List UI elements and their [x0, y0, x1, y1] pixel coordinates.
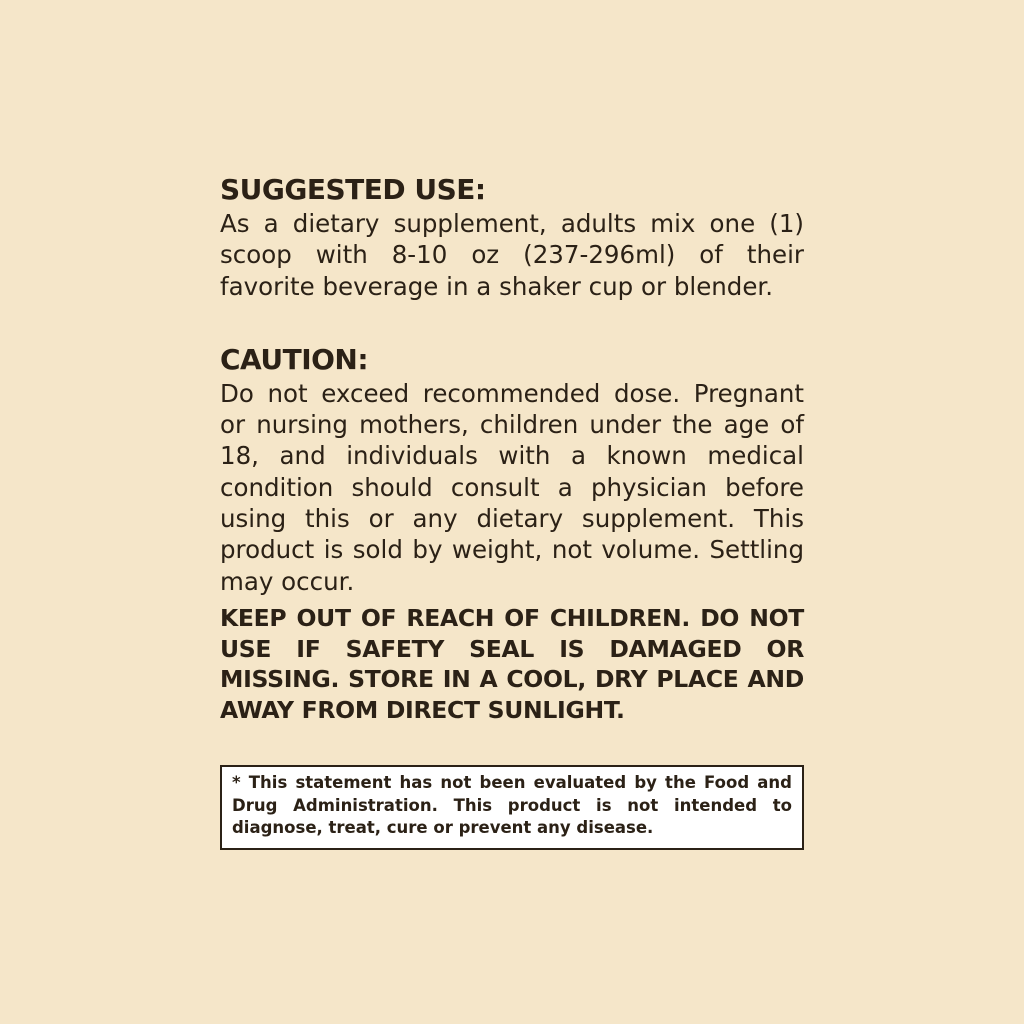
caution-heading: CAUTION: — [220, 342, 369, 376]
suggested-use-text: As a dietary supplement, adults mix one (1) scoop with 8-10 oz (237-296ml) of their favorite beverage in a shaker cup or blender. — [220, 209, 804, 301]
section-spacer — [220, 302, 804, 342]
fda-disclaimer-text: * This statement has not been evaluated by the Food and Drug Administration. This product is not intended to diagnose, treat, cure or prevent any disease. — [232, 773, 792, 838]
caution-text: Do not exceed recommended dose. Pregnant or nursing mothers, children under the age of 18, and individuals with a known medical condition should consult a physician before using this or any dietary supplement. This product is sold by weight, not volume. Settling may occur. — [220, 378, 804, 596]
label-content — [220, 172, 804, 726]
fda-disclaimer-box — [220, 765, 804, 850]
warning-text: KEEP OUT OF REACH OF CHILDREN. DO NOT USE IF SAFETY SEAL IS DAMAGED OR MISSING. STORE IN A COOL, DRY PLACE AND AWAY FROM DIRECT SUNLIGHT. — [220, 603, 804, 725]
suggested-use-heading: SUGGESTED USE: — [220, 173, 486, 206]
